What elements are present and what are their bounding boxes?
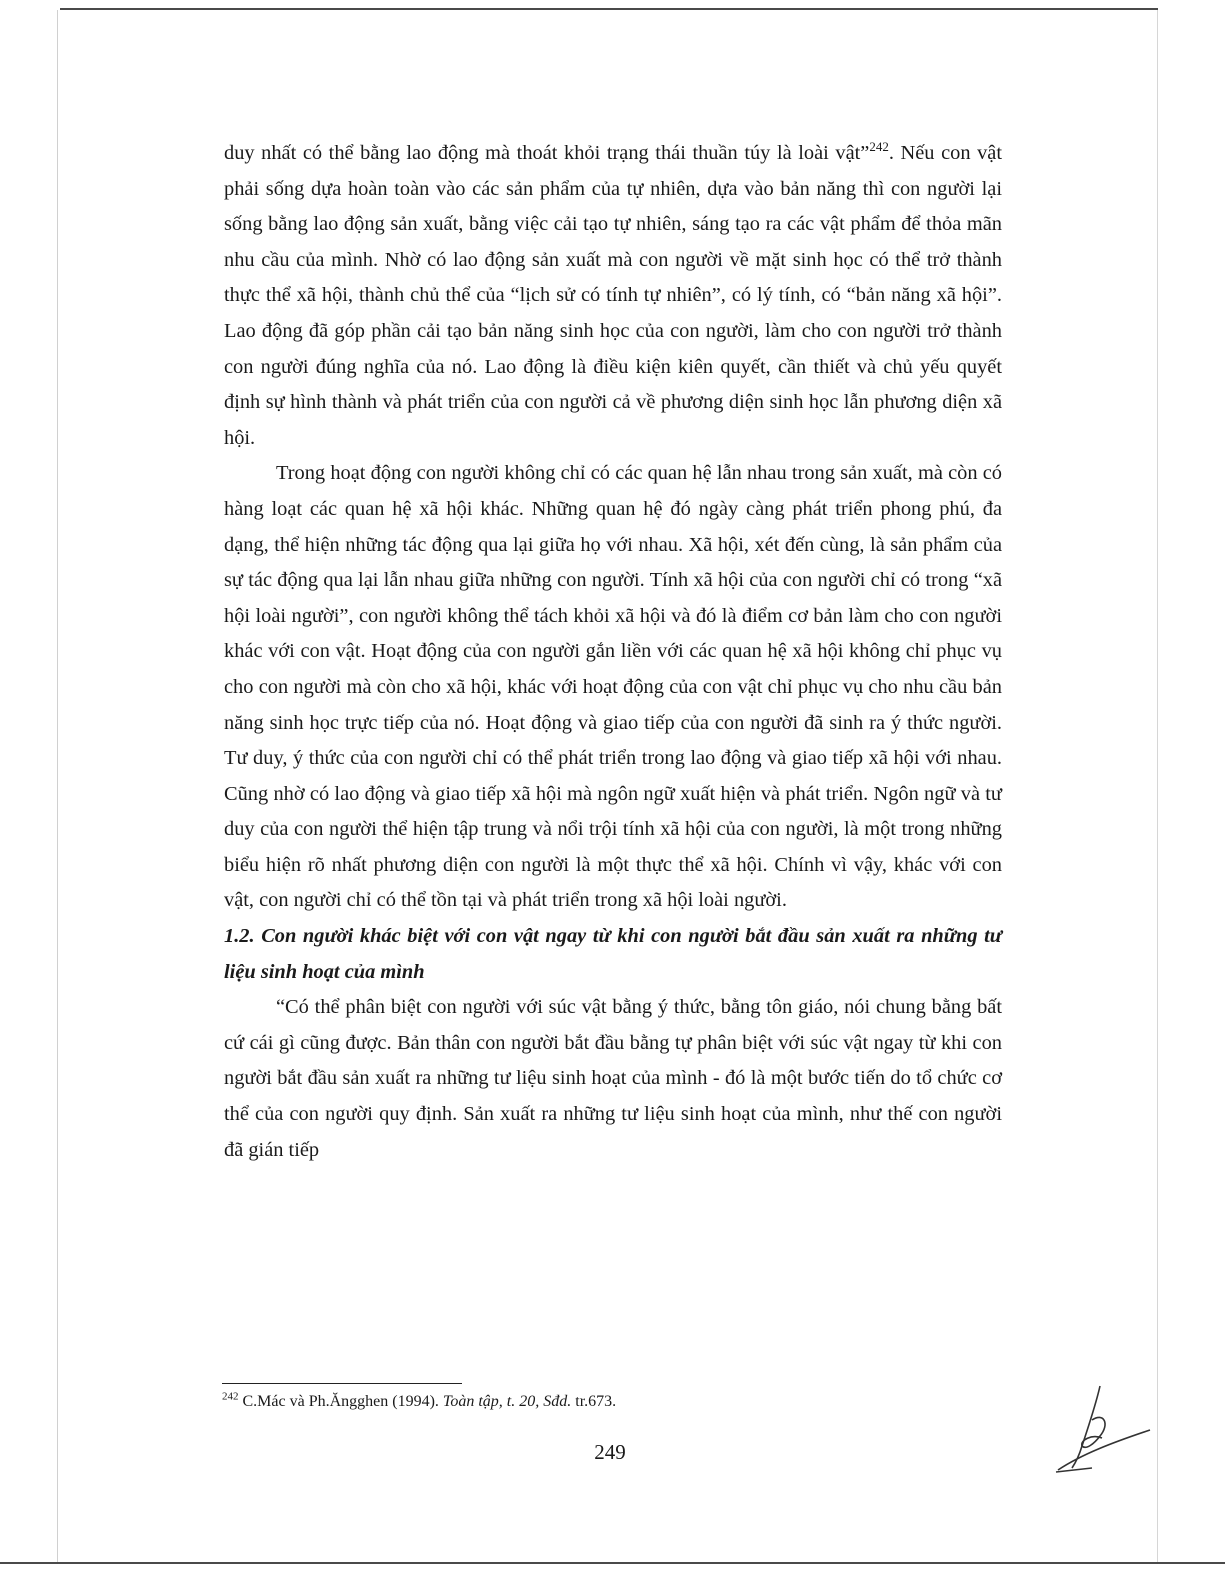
footnote-divider bbox=[222, 1383, 462, 1384]
page-number: 249 bbox=[594, 1440, 626, 1464]
footnote-ref-242[interactable]: 242 bbox=[869, 139, 889, 155]
paragraph-1-end: . Nếu con vật phải sống dựa hoàn toàn vào các sản phẩm của tự nhiên, dựa vào bản năng thì con người lại sống bằng lao động sản xuất, bằng việc cải tạo tự nhiên, sáng tạo ra các vật phẩm để thỏa mãn nhu cầu của mình. Nhờ có lao động sản xuất mà con người về mặt sinh học có thể trở thành thực thể xã hội, thành chủ thể của “lịch sử có tính tự nhiên”, có lý tính, có “bản năng xã hội”. Lao động đã góp phần cải tạo bản năng sinh học của con người, làm cho con người trở thành con người đúng nghĩa của nó. Lao động là điều kiện kiên quyết, cần thiết và chủ yếu quyết định sự hình thành và phát triển của con người cả về phương diện sinh học lẫn phương diện xã hội. bbox=[224, 142, 1002, 449]
scan-edge-bottom bbox=[0, 1562, 1225, 1587]
footnote-number: 242 bbox=[222, 1390, 239, 1403]
scan-edge-top bbox=[60, 8, 1158, 10]
footnote-title: Toàn tập, t. 20, Sđd. bbox=[442, 1393, 572, 1410]
signature-mark bbox=[1052, 1384, 1152, 1474]
footnote bbox=[222, 1391, 982, 1413]
paragraph-2: Trong hoạt động con người không chỉ có các quan hệ lẫn nhau trong sản xuất, mà còn có hàng loạt các quan hệ xã hội khác. Những quan hệ đó ngày càng phát triển phong phú, đa dạng, thể hiện những tác động qua lại giữa họ với nhau. Xã hội, xét đến cùng, là sản phẩm của sự tác động qua lại lẫn nhau giữa những con người. Tính xã hội của con người chỉ có trong “xã hội loài người”, con người không thể tách khỏi xã hội và đó là điểm cơ bản làm cho con người khác với con vật. Hoạt động của con người gắn liền với các quan hệ xã hội không chỉ phục vụ cho con người mà còn cho xã hội, khác với hoạt động của con vật chỉ phục vụ cho nhu cầu bản năng sinh học trực tiếp của nó. Hoạt động và giao tiếp của con người đã sinh ra ý thức người. Tư duy, ý thức của con người chỉ có thể phát triển trong lao động và giao tiếp xã hội với nhau. Cũng nhờ có lao động và giao tiếp xã hội mà ngôn ngữ xuất hiện và phát triển. Ngôn ngữ và tư duy của con người thể hiện tập trung và nổi trội tính xã hội của con người, là một trong những biểu hiện rõ nhất phương diện con người là một thực thể xã hội. Chính vì vậy, khác với con vật, con người chỉ có thể tồn tại và phát triển trong xã hội loài người. bbox=[224, 462, 1002, 912]
paragraph-1-text: duy nhất có thể bằng lao động mà thoát khỏi trạng thái thuần túy là loài vật” bbox=[224, 142, 870, 164]
scan-edge-right bbox=[1157, 10, 1158, 1562]
paragraph-1 bbox=[224, 136, 1002, 456]
footnote-authors: C.Mác và Ph.Ăngghen (1994). bbox=[238, 1393, 443, 1410]
scan-edge-left bbox=[57, 10, 58, 1562]
page-body bbox=[224, 136, 1002, 1168]
footnote-page-ref: tr.673. bbox=[571, 1393, 617, 1410]
section-heading: 1.2. Con người khác biệt với con vật ngay từ khi con người bắt đầu sản xuất ra những tư liệu sinh hoạt của mình bbox=[224, 925, 1002, 983]
paragraph-3: “Có thể phân biệt con người với súc vật bằng ý thức, bằng tôn giáo, nói chung bằng bất cứ cái gì cũng được. Bản thân con người bắt đầu bằng tự phân biệt với súc vật ngay từ khi con người bắt đầu sản xuất ra những tư liệu sinh hoạt của mình - đó là một bước tiến do tổ chức cơ thể của con người quy định. Sản xuất ra những tư liệu sinh hoạt của mình, như thế con người đã gián tiếp bbox=[224, 996, 1002, 1161]
